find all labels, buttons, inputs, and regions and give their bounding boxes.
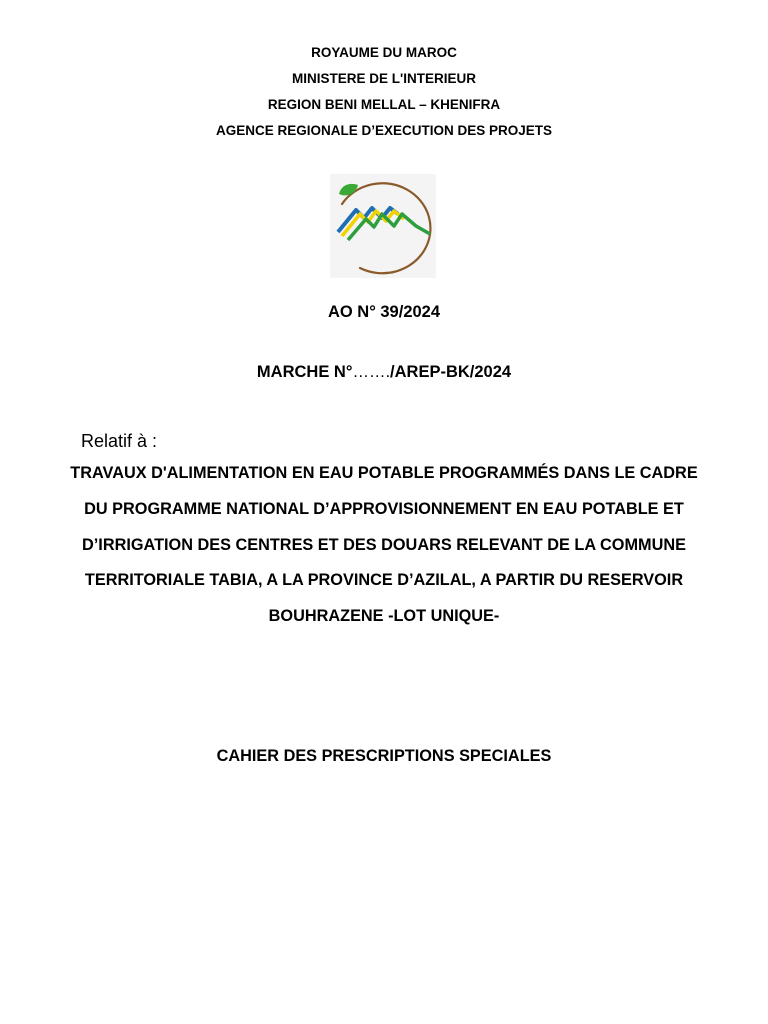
document-title: CAHIER DES PRESCRIPTIONS SPECIALES <box>216 747 552 765</box>
subject-line: BOUHRAZENE -LOT UNIQUE- <box>268 607 500 626</box>
subject-line: D’IRRIGATION DES CENTRES ET DES DOUARS RELEVANT DE LA COMMUNE <box>82 535 686 554</box>
contract-subject <box>30 456 738 635</box>
subject-line: DU PROGRAMME NATIONAL D’APPROVISIONNEMENT EN EAU POTABLE ET <box>84 499 684 518</box>
subject-line: TERRITORIALE TABIA, A LA PROVINCE D’AZILAL, A PARTIR DU RESERVOIR <box>84 571 684 590</box>
agency-logo <box>330 174 436 278</box>
header-line-ministry: MINISTERE DE L'INTERIEUR <box>292 71 476 86</box>
subject-line: TRAVAUX D'ALIMENTATION EN EAU POTABLE PROGRAMMÉS DANS LE CADRE <box>70 464 698 482</box>
header-line-agency: AGENCE REGIONALE D’EXECUTION DES PROJETS <box>215 123 553 138</box>
contract-number-prefix: MARCHE N° <box>256 363 353 381</box>
mountain-leaf-logo-icon <box>330 174 436 278</box>
contract-number-suffix: /AREP-BK/2024 <box>390 363 512 381</box>
issuer-header <box>0 40 768 144</box>
tender-number: AO N° 39/2024 <box>327 303 441 321</box>
header-line-region: REGION BENI MELLAL – KHENIFRA <box>267 97 501 112</box>
contract-number-dots: ……. <box>352 363 391 381</box>
relatif-label: Relatif à : <box>81 431 158 451</box>
contract-number <box>0 360 768 384</box>
header-line-kingdom: ROYAUME DU MAROC <box>311 45 457 60</box>
